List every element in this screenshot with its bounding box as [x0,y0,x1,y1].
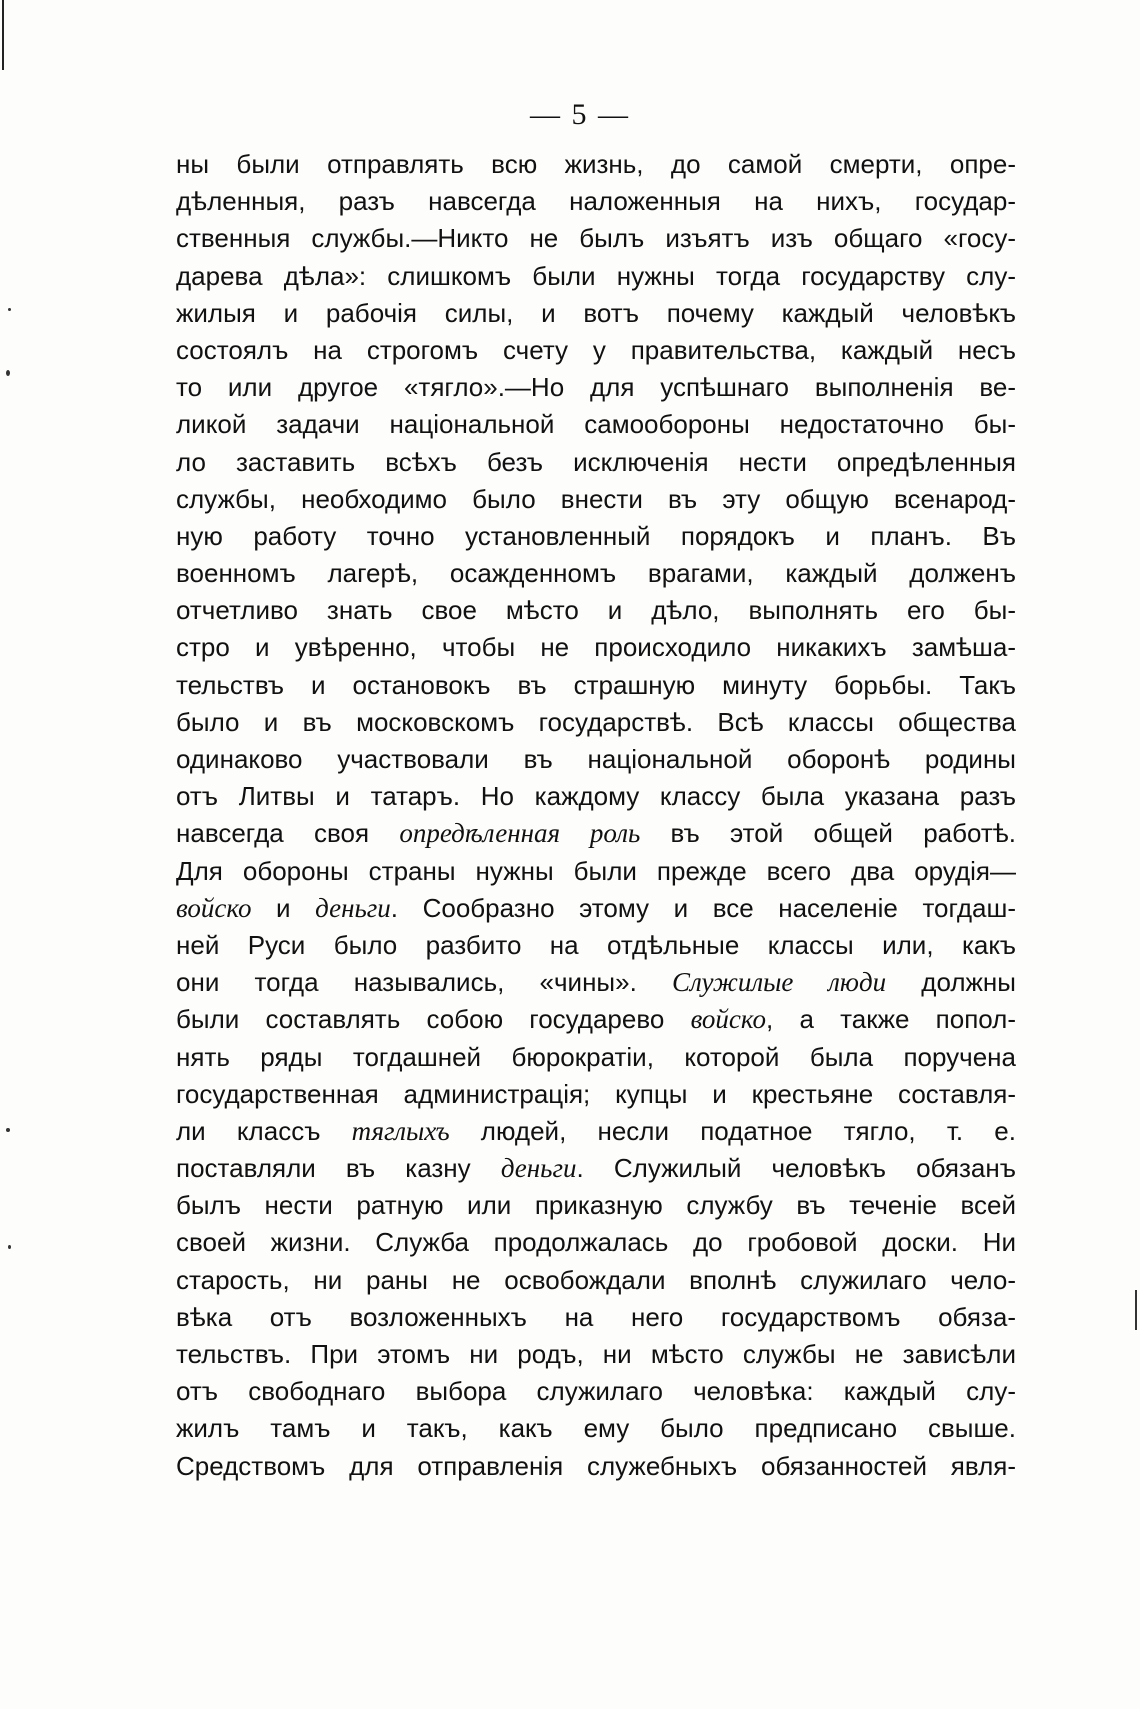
text-run: Средствомъ для отправленія служебныхъ обязанностей явля- [176,1450,1016,1481]
italic-term: Служилые люди [672,967,887,998]
text-run: отъ Литвы и татаръ. Но каждому классу была указана разъ [176,781,1016,812]
text-line [176,258,1016,295]
text-run: они тогда назывались, «чины». [176,967,673,998]
text-line [176,1076,1016,1113]
text-run: ло заставить всѣхъ безъ исключенія нести опредѣленныя [176,446,1016,477]
text-run: одинаково участвовали въ національной оборонѣ родины [176,744,1016,774]
scan-speck [6,370,10,376]
text-line [176,1187,1016,1224]
text-run: ную работу точно установленный порядокъ и планъ. Въ [176,520,1016,551]
text-run: нять ряды тогдашней бюрократіи, которой была поручена [176,1041,1016,1072]
page-edge-line [2,0,4,70]
text-line [176,1410,1016,1447]
text-run: Для обороны страны нужны были прежде всего два орудія— [176,855,1016,886]
text-run: тельствъ. При этомъ ни родъ, ни мѣсто службы не зависѣли [176,1339,1016,1369]
text-line [176,890,1016,927]
text-run: поставляли въ казну [176,1153,501,1184]
text-line [176,778,1016,815]
text-run: ликой задачи національной самообороны недостаточно бы- [176,409,1016,440]
italic-term: тяглыхъ [351,1115,450,1146]
italic-term: войско [690,1004,767,1035]
text-run: своей жизни. Служба продолжалась до гробовой доски. Ни [176,1227,1016,1258]
text-run: ны были отправлять всю жизнь, до самой смерти, опре- [176,149,1016,179]
italic-term: деньги [315,892,391,923]
text-line [176,220,1016,257]
text-line [176,295,1016,332]
text-line [176,1224,1016,1261]
text-run: дѣленныя, разъ навсегда наложенныя на нихъ, государ- [176,186,1016,217]
text-run: былъ нести ратную или приказную службу въ теченіе всей [176,1190,1016,1221]
text-run: ли классъ [176,1115,352,1146]
text-line [176,518,1016,555]
text-line [176,667,1016,704]
text-run: , а также попол- [766,1004,1016,1035]
scan-speck [8,1245,11,1249]
text-line [176,146,1016,183]
text-line [176,927,1016,964]
text-run: . Служилый человѣкъ обязанъ [576,1153,1016,1184]
text-run: государственная администрація; купцы и крестьяне составля- [176,1078,1016,1109]
scan-speck [1135,1290,1137,1330]
text-line [176,1336,1016,1373]
text-run: то или другое «тягло».—Но для успѣшнаго выполненія ве- [176,372,1016,403]
text-run: было и въ московскомъ государствѣ. Всѣ классы общества [176,706,1016,737]
text-run: и [251,892,316,923]
text-line [176,406,1016,443]
text-line [176,183,1016,220]
text-run: . Сообразно этому и все населеніе тогдаш- [390,892,1016,923]
text-run: тельствъ и остановокъ въ страшную минуту борьбы. Такъ [176,669,1016,700]
text-run: стро и увѣренно, чтобы не происходило никакихъ замѣша- [176,632,1016,663]
page-number: — 5 — [530,98,630,131]
text-run: въ этой общей работѣ. [640,818,1016,849]
scan-speck [8,308,11,311]
text-run: состоялъ на строгомъ счету у правительства, каждый несъ [176,334,1016,365]
text-run: ственныя службы.—Никто не былъ изъятъ изъ общаго «госу- [176,223,1016,254]
text-line [176,369,1016,406]
text-run: ней Руси было разбито на отдѣльные классы или, какъ [176,929,1016,960]
text-line [176,629,1016,666]
text-run: людей, несли податное тягло, т. е. [449,1115,1016,1146]
text-line [176,853,1016,890]
text-line [176,555,1016,592]
text-run: службы, необходимо было внести въ эту общую всенарод- [176,483,1016,514]
italic-term: войско [176,892,252,923]
text-line [176,964,1016,1001]
text-line [176,1448,1016,1485]
text-run: дарева дѣла»: слишкомъ были нужны тогда государству слу- [176,260,1016,291]
text-run: навсегда своя [176,818,400,849]
text-line [176,1262,1016,1299]
text-run: вѣка отъ возложенныхъ на него государствомъ обяза- [176,1301,1016,1332]
text-run: военномъ лагерѣ, осажденномъ врагами, каждый долженъ [176,558,1016,589]
text-line [176,444,1016,481]
body-text [176,146,1016,1485]
text-run: отъ свободнаго выбора служилаго человѣка: каждый слу- [176,1376,1016,1407]
text-line [176,1113,1016,1150]
text-run: были составлять собою государево [176,1004,691,1035]
text-line [176,1150,1016,1187]
text-run: старость, ни раны не освобождали вполнѣ служилаго чело- [176,1264,1016,1295]
italic-term: деньги [500,1153,577,1184]
text-line [176,592,1016,629]
text-run: отчетливо знать свое мѣсто и дѣло, выполнять его бы- [176,595,1016,626]
text-line [176,815,1016,852]
text-line [176,481,1016,518]
scan-speck [6,1128,10,1132]
text-run: жилъ тамъ и такъ, какъ ему было предписано свыше. [176,1413,1016,1444]
text-line [176,741,1016,778]
text-line [176,1039,1016,1076]
text-line [176,332,1016,369]
text-line [176,704,1016,741]
text-line [176,1299,1016,1336]
italic-term: опредѣленная роль [399,818,641,849]
text-run: должны [886,967,1016,998]
text-run: жилыя и рабочія силы, и вотъ почему каждый человѣкъ [176,297,1016,328]
text-line [176,1001,1016,1038]
text-line [176,1373,1016,1410]
